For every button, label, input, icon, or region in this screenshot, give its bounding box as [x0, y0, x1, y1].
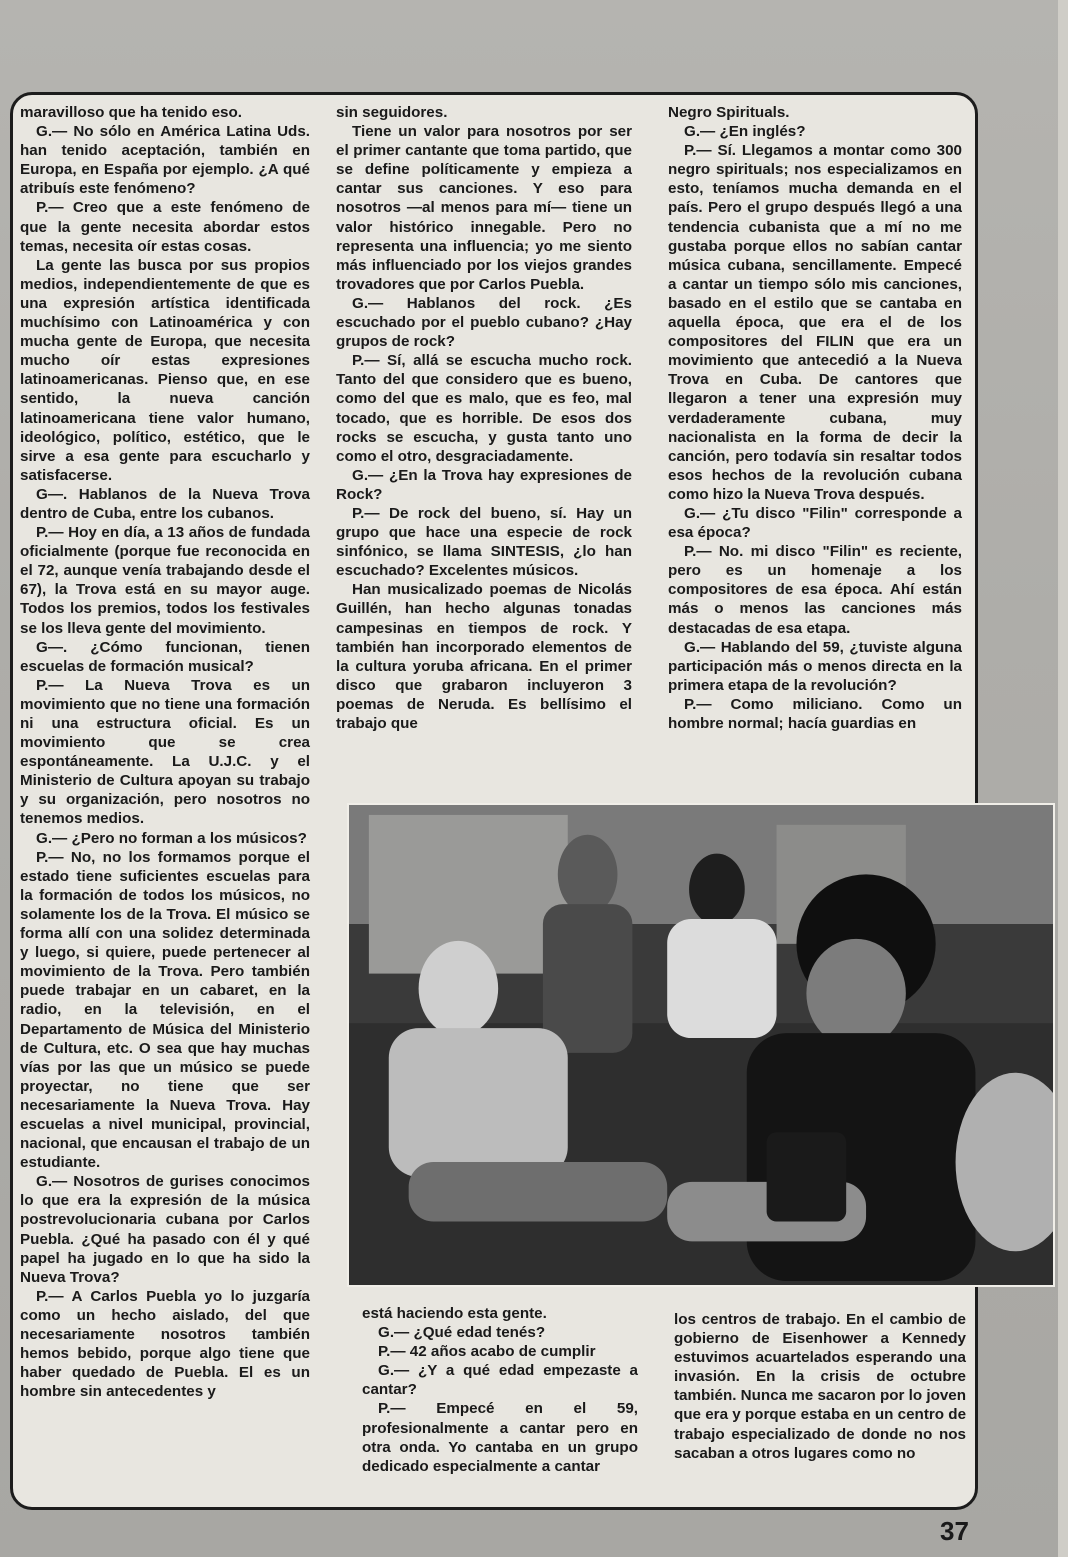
paragraph: maravilloso que ha tenido eso.: [20, 104, 242, 121]
paragraph: Han musicalizado poemas de Nicolás Guillén, han hecho algunas tonadas campesinas en tiempos de rock. Y también han incorporado elementos de la cultura yoruba africana. En el primer disco que grabaron incluyeron 3 poemas de Neruda. Es bellísimo el trabajo que: [336, 581, 632, 732]
page-edge: [1058, 0, 1068, 1557]
paragraph: P.— Hoy en día, a 13 años de fundada oficialmente (porque fue reconocida en el 72, aunque venía trabajando desde el 67), la Trova está en su mayor auge. Todos los premios, todos los festivales se los lleva gente del movimiento.: [20, 524, 310, 637]
paragraph: G.— No sólo en América Latina Uds. han tenido aceptación, también en Europa, en España por ejemplo. ¿A qué atribuís este fenómeno?: [20, 123, 310, 198]
paragraph: los centros de trabajo. En el cambio de gobierno de Eisenhower a Kennedy estuvimos acuartelados esperando una invasión. En la crisis de octubre también. Nunca me sacaron por lo joven que era y porque estaba en un centro de trabajo especializado de donde no nos sacaban a otros lugares como no: [674, 1311, 967, 1462]
paragraph: G.— ¿Tu disco "Filin" corresponde a esa época?: [668, 504, 962, 542]
paragraph: G—. Hablanos de la Nueva Trova dentro de Cuba, entre los cubanos.: [20, 485, 310, 522]
paragraph: Tiene un valor para nosotros por ser el primer cantante que toma partido, que se define políticamente y empieza a cantar sus canciones. Y eso para nosotros —al menos para mí— tiene un valor histórico innegable. Pero no representa una influencia; yo me siento más influenciado por los viejos grandes trovadores que por Carlos Puebla.: [336, 123, 632, 293]
column-1: [20, 103, 310, 1401]
paragraph: G.— ¿En la Trova hay expresiones de Rock?: [336, 466, 632, 503]
photo-illustration: [349, 805, 1053, 1285]
paragraph: G.— Hablando del 59, ¿tuviste alguna participación más o menos directa en la primera etapa de la revolución?: [668, 638, 962, 694]
paragraph: G.— Hablanos del rock. ¿Es escuchado por el pueblo cubano? ¿Hay grupos de rock?: [336, 294, 632, 351]
interview-photo: [347, 803, 1055, 1287]
page-number: 37: [940, 1516, 969, 1546]
column-2: [336, 103, 632, 733]
paragraph: Negro Spirituals.: [668, 104, 790, 121]
paragraph: P.— La Nueva Trova es un movimiento que no tiene una formación ni una estructura oficial. Es un movimiento que se crea espontáneamente. La U.J.C. y el Ministerio de Cultura apoyan su trabajo y su organización, pero nosotros no tenemos medios.: [20, 676, 310, 828]
paragraph: G.— ¿Y a qué edad empezaste a cantar?: [362, 1362, 638, 1399]
paragraph: G.— Nosotros de gurises conocimos lo que era la expresión de la música postrevolucionaria cubana por Carlos Puebla. ¿Qué ha pasado con él y qué papel ha jugado en lo que ha sido la Nueva Trova?: [20, 1173, 310, 1286]
paragraph: P.— Sí. Llegamos a montar como 300 negro spirituals; nos especializamos en esto, teníamos mucha demanda en el país. Pero el grupo después llegó a una tendencia cubanista que a mí no me gustaba porque ellos no sabían cantar música cubana, sencillamente. Empecé a cantar un tiempo sólo mis canciones, basado en el estilo que se cantaba en aquella época, que era el de los compositores del FILIN que era un movimiento que antecedió a la Nueva Trova en Cuba. De cantores que llegaron a tener una expresión muy verdaderamente cubana, muy nacionalista en la forma de decir la canción, pero todavía sin resaltar todos esos hechos de la revolución cubana como hizo la Nueva Trova después.: [668, 142, 962, 503]
paragraph: P.— 42 años acabo de cumplir: [378, 1343, 596, 1361]
paragraph: P.— No, no los formamos porque el estado tiene suficientes escuelas para la formación de todos los músicos, no solamente los de la Trova. El músico se forma allí con una solidez determinada y luego, si quiere, puede pertenecer al movimiento de la Trova. Pero también puede trabajar en un cabaret, en la radio, en la televisión, en el Departamento de Música del Ministerio de Cultura, etc. O sea que hay muchas vías por las que un músico se puede proyectar, no tiene que ser necesariamente la Nueva Trova. Hay escuelas a nivel municipal, provincial, nacional, que encausan el trabajo de un estudiante.: [20, 848, 310, 1172]
paragraph: sin seguidores.: [336, 104, 448, 121]
paragraph: P.— Como miliciano. Como un hombre normal; hacía guardias en: [668, 695, 962, 732]
paragraph: G.— ¿En inglés?: [684, 123, 806, 141]
column-2-continued: [362, 1304, 638, 1476]
paragraph: P.— Sí, allá se escucha mucho rock. Tanto del que considero que es bueno, como del que es malo, que es feo, mal tocado, que es horrible. De esos dos rocks se escucha, y gusta tanto uno como el otro, desgraciadamente.: [336, 352, 632, 465]
column-3-continued: [674, 1310, 966, 1463]
column-3: [668, 103, 962, 733]
paragraph: G.— ¿Qué edad tenés?: [378, 1324, 546, 1342]
paragraph: está haciendo esta gente.: [362, 1305, 547, 1322]
paragraph: P.— A Carlos Puebla yo lo juzgaría como un hecho aislado, del que necesariamente nosotros también hemos bebido, porque algo tiene que haber quedado de Puebla. El es un hombre sin antecedentes y: [20, 1287, 310, 1401]
paragraph: G—. ¿Cómo funcionan, tienen escuelas de formación musical?: [20, 638, 310, 675]
paragraph: G.— ¿Pero no forman a los músicos?: [36, 829, 307, 847]
paragraph: P.— De rock del bueno, sí. Hay un grupo que hace una especie de rock sinfónico, se llama SINTESIS, ¿lo han escuchado? Excelentes músicos.: [336, 504, 632, 580]
paragraph: P.— Empecé en el 59, profesionalmente a cantar pero en otra onda. Yo cantaba en un grupo dedicado especialmente a cantar: [362, 1400, 638, 1475]
paragraph: P.— Creo que a este fenómeno de que la gente necesita abordar estos temas, necesita oír estas cosas.: [20, 199, 310, 255]
paragraph: P.— No. mi disco "Filin" es reciente, pero es un homenaje a los compositores de esa época. Ahí están más o menos las canciones más destacadas de esa etapa.: [668, 543, 962, 637]
paragraph: La gente las busca por sus propios medios, independientemente de que es una expresión artística identificada muchísimo con Latinoamérica y con mucha gente de Europa, que necesita mucho oír estas expresiones latinoamericanas. Pienso que, en ese sentido, la nueva canción latinoamericana tiene valor humano, ideológico, político, estético, que le sirve a esa gente para escucharlo y satisfacerse.: [20, 256, 310, 484]
